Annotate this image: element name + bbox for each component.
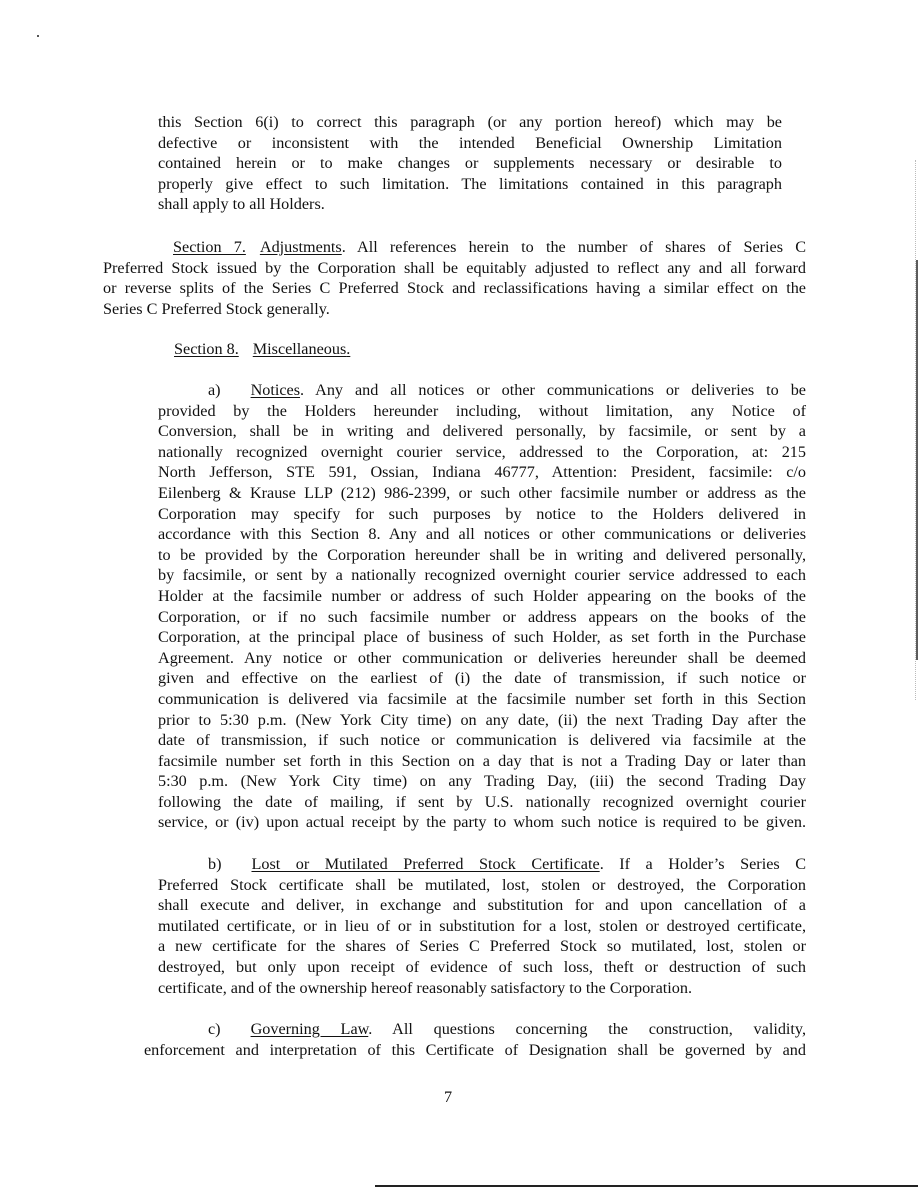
subsection-a-notices [158, 380, 806, 833]
section-7-adjustments [103, 237, 806, 319]
section-8-number: Section 8. [174, 340, 239, 358]
text-line: communication is delivered via facsimile at the facsimile number set forth in this Section [158, 689, 806, 708]
text-line: facsimile number set forth in this Section on a day that is not a Trading Day or later than [158, 751, 806, 770]
text-line: destroyed, but only upon receipt of evidence of such loss, theft or destruction of such [158, 957, 806, 976]
text-line: North Jefferson, STE 591, Ossian, Indiana 46777, Attention: President, facsimile: c/o [158, 463, 806, 482]
text-line: this Section 6(i) to correct this paragraph (or any portion hereof) which may be [158, 113, 782, 131]
bottom-scan-edge [375, 1185, 918, 1187]
section-8-heading-line [174, 339, 474, 360]
text-line: service, or (iv) upon actual receipt by the party to whom such notice is required to be given. [158, 813, 806, 832]
text-line: 5:30 p.m. (New York City time) on any Trading Day, (iii) the second Trading Day [158, 772, 806, 791]
text-line: properly give effect to such limitation. The limitations contained in this paragraph [158, 174, 782, 193]
text-line: given and effective on the earliest of (i) the date of transmission, if such notice or [158, 669, 806, 688]
subsection-c-label: c) [208, 1020, 221, 1038]
text-line: or reverse splits of the Series C Preferred Stock and reclassifications having a similar effect on the [103, 279, 806, 298]
text-line: Agreement. Any notice or other communication or deliveries hereunder shall be deemed [158, 648, 806, 667]
subsection-a-first-line [158, 380, 806, 401]
text-line: Corporation, at the principal place of business of such Holder, as set forth in the Purchase [158, 628, 806, 647]
text-line: Preferred Stock certificate shall be mutilated, lost, stolen or destroyed, the Corporation [158, 875, 806, 894]
text-line: certificate, and of the ownership hereof reasonably satisfactory to the Corporation. [158, 978, 692, 997]
text-line: mutilated certificate, or in lieu of or in substitution for a lost, stolen or destroyed certificate, [158, 916, 806, 935]
text-line: nationally recognized overnight courier service, addressed to the Corporation, at: 215 [158, 442, 806, 461]
subsection-b-text: . If a Holder’s Series C [599, 855, 806, 873]
text-line: provided by the Holders hereunder including, without limitation, any Notice of [158, 401, 806, 420]
text-line: defective or inconsistent with the intended Beneficial Ownership Limitation [158, 133, 782, 152]
subsection-c-first-line [144, 1019, 806, 1040]
text-line: to be provided by the Corporation hereunder shall be in writing and delivered personally, [158, 545, 806, 564]
paragraph-section6-continuation [158, 112, 782, 215]
section-7-text: . All references herein to the number of shares of Series C [341, 238, 806, 256]
text-line: date of transmission, if such notice or communication is delivered via facsimile at the [158, 731, 806, 750]
section-8-heading-period: . [346, 340, 351, 358]
text-line: following the date of mailing, if sent by U.S. nationally recognized overnight courier [158, 792, 806, 811]
section-7-heading: Adjustments [259, 238, 342, 256]
text-line: Corporation, or if no such facsimile number or address appears on the books of the [158, 607, 806, 626]
section-8-miscellaneous [174, 339, 474, 360]
scan-artifact [37, 35, 39, 37]
page-number: 7 [444, 1088, 453, 1106]
subsection-b-first-line [158, 854, 806, 875]
text-line: Holder at the facsimile number or address of such Holder appearing on the books of the [158, 586, 806, 605]
text-line: a new certificate for the shares of Series C Preferred Stock so mutilated, lost, stolen or [158, 937, 806, 956]
text-line: Conversion, shall be in writing and delivered personally, by facsimile, or sent by a [158, 422, 806, 441]
text-line: prior to 5:30 p.m. (New York City time) on any date, (ii) the next Trading Day after the [158, 710, 806, 729]
text-line: Preferred Stock issued by the Corporation shall be equitably adjusted to reflect any and all forward [103, 258, 806, 277]
text-line: Series C Preferred Stock generally. [103, 299, 330, 318]
text-line: enforcement and interpretation of this Certificate of Designation shall be governed by and [144, 1040, 806, 1059]
subsection-c-governing-law [144, 1019, 806, 1060]
text-line: shall apply to all Holders. [158, 195, 325, 214]
text-line: contained herein or to make changes or supplements necessary or desirable to [158, 154, 782, 173]
subsection-a-heading: Notices [250, 381, 301, 399]
section-7-first-line [103, 237, 806, 258]
text-line: Corporation may specify for such purposes by notice to the Holders delivered in [158, 504, 806, 523]
subsection-a-label: a) [208, 381, 221, 399]
text-line: by facsimile, or sent by a nationally recognized overnight courier service addressed to each [158, 566, 806, 585]
text-line: shall execute and deliver, in exchange and substitution for and upon cancellation of a [158, 896, 806, 915]
subsection-b-lost-certificate [158, 854, 806, 998]
page-edge-line [916, 260, 918, 660]
subsection-c-text: . All questions concerning the construction, validity, [368, 1020, 806, 1038]
subsection-c-heading: Governing Law [250, 1020, 369, 1038]
section-8-heading: Miscellaneous [252, 340, 347, 358]
text-line: accordance with this Section 8. Any and all notices or other communications or deliveries [158, 525, 806, 544]
subsection-a-text: . Any and all notices or other communications or deliveries to be [300, 381, 806, 399]
section-7-number: Section 7. [173, 238, 246, 256]
text-line: Eilenberg & Krause LLP (212) 986-2399, or such other facsimile number or address as the [158, 483, 806, 502]
subsection-b-label: b) [208, 855, 222, 873]
subsection-b-heading: Lost or Mutilated Preferred Stock Certificate [251, 855, 600, 873]
